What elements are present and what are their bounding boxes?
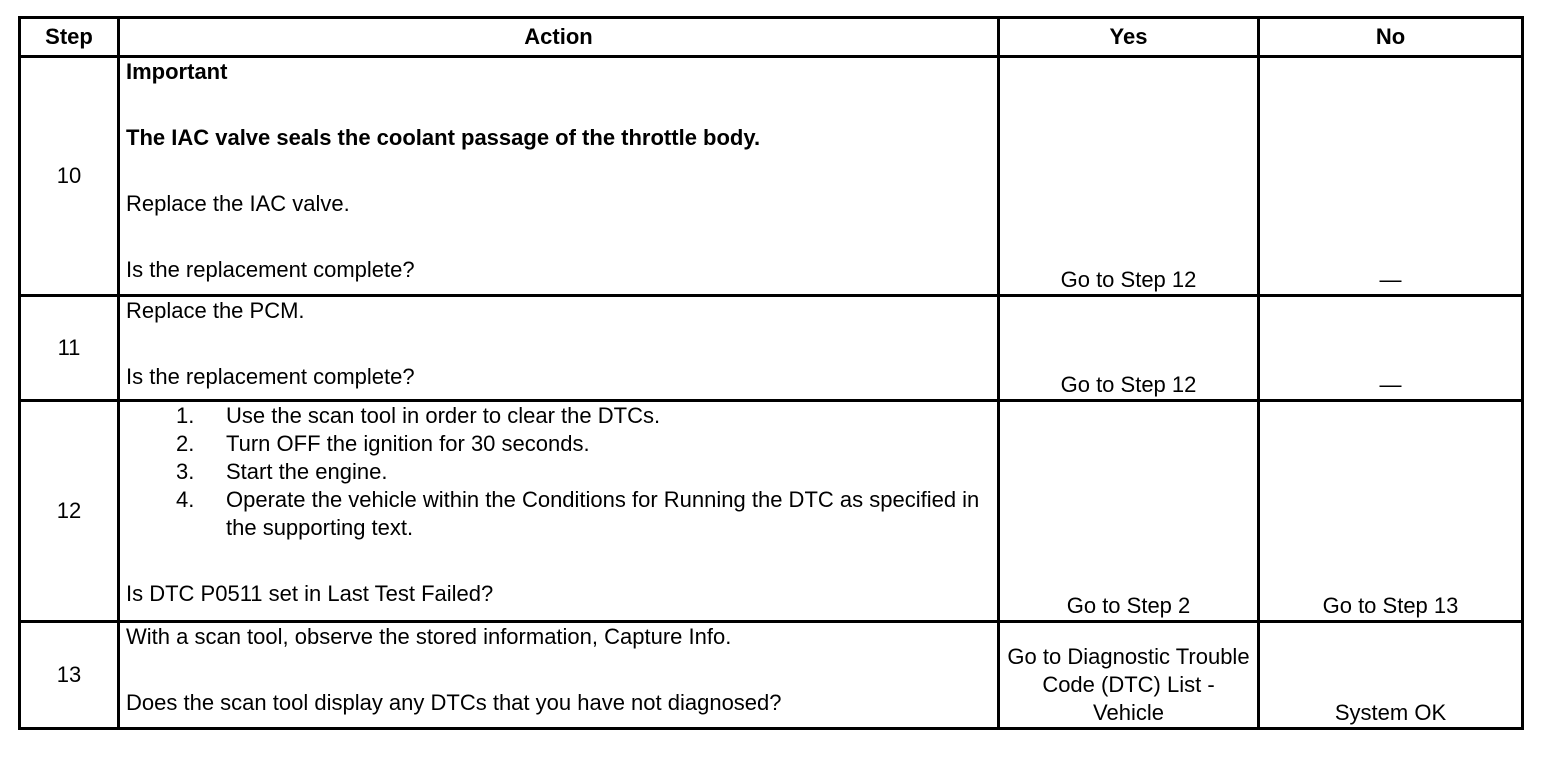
action-cell	[119, 296, 999, 401]
action-cell	[119, 401, 999, 622]
question-text: Is the replacement complete?	[126, 257, 415, 282]
step-number: 13	[20, 622, 119, 729]
list-number: 3.	[176, 459, 195, 484]
header-yes: Yes	[999, 18, 1259, 57]
yes-cell: Go to Diagnostic Trouble Code (DTC) List - Vehicle	[999, 622, 1259, 729]
question-text: Is DTC P0511 set in Last Test Failed?	[126, 581, 494, 606]
instruction-text: Replace the PCM.	[126, 298, 305, 323]
step-number: 10	[20, 57, 119, 296]
important-note: The IAC valve seals the coolant passage of the throttle body.	[126, 125, 761, 150]
yes-cell: Go to Step 12	[999, 57, 1259, 296]
header-no: No	[1259, 18, 1523, 57]
no-cell: —	[1259, 296, 1523, 401]
table-row	[20, 401, 1523, 622]
list-number: 1.	[176, 403, 195, 428]
diagnostic-table	[18, 16, 1524, 730]
question-text: Is the replacement complete?	[126, 364, 415, 389]
step-number: 12	[20, 401, 119, 622]
table-row	[20, 296, 1523, 401]
list-text: Use the scan tool in order to clear the DTCs.	[226, 403, 661, 428]
list-text: Start the engine.	[226, 459, 388, 484]
question-text: Does the scan tool display any DTCs that you have not diagnosed?	[126, 690, 782, 715]
action-cell	[119, 57, 999, 296]
instruction-text: Replace the IAC valve.	[126, 191, 350, 216]
important-label: Important	[126, 59, 228, 84]
list-item	[176, 430, 991, 458]
table-row	[20, 57, 1523, 296]
yes-cell: Go to Step 12	[999, 296, 1259, 401]
list-item	[176, 458, 991, 486]
list-number: 2.	[176, 431, 195, 456]
table-row	[20, 622, 1523, 729]
yes-cell: Go to Step 2	[999, 401, 1259, 622]
list-item	[176, 402, 991, 430]
list-item	[176, 486, 991, 542]
list-text: Turn OFF the ignition for 30 seconds.	[226, 431, 590, 456]
header-action: Action	[119, 18, 999, 57]
no-cell: Go to Step 13	[1259, 401, 1523, 622]
procedure-list	[126, 402, 991, 542]
header-row	[20, 18, 1523, 57]
list-number: 4.	[176, 487, 195, 512]
action-cell	[119, 622, 999, 729]
instruction-text: With a scan tool, observe the stored information, Capture Info.	[126, 624, 732, 649]
no-cell: —	[1259, 57, 1523, 296]
list-text: Operate the vehicle within the Conditions for Running the DTC as specified in the supporting text.	[226, 487, 980, 540]
step-number: 11	[20, 296, 119, 401]
no-cell: System OK	[1259, 622, 1523, 729]
header-step: Step	[20, 18, 119, 57]
